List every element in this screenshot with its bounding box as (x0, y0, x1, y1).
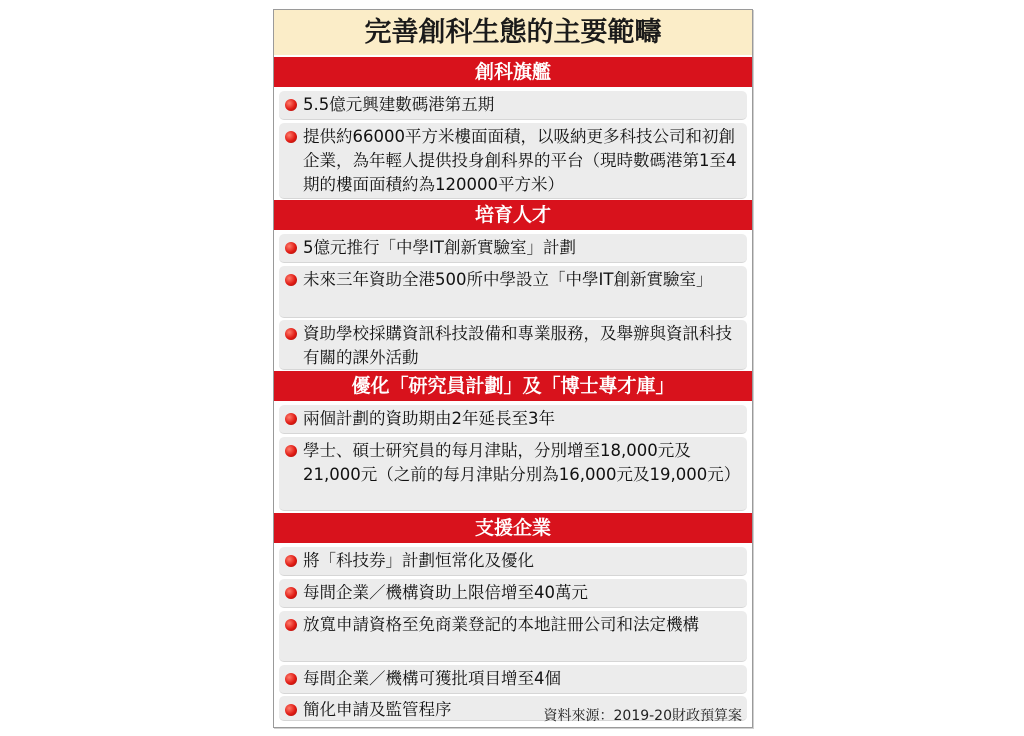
item-text: 5億元推行「中學IT創新實驗室」計劃 (303, 238, 576, 257)
list-item (279, 665, 747, 694)
item-text: 未來三年資助全港500所中學設立「中學IT創新實驗室」 (303, 270, 713, 289)
list-item (279, 320, 747, 370)
item-text: 每間企業／機構可獲批項目增至4個 (303, 669, 561, 688)
list-item (279, 611, 747, 662)
item-text: 將「科技券」計劃恒常化及優化 (303, 551, 534, 570)
source-note: 資料來源：2019-20財政預算案 (543, 708, 742, 724)
item-text: 5.5億元興建數碼港第五期 (303, 95, 495, 114)
list-item (279, 437, 747, 511)
red-bullet-icon (285, 673, 297, 685)
item-text: 放寬申請資格至免商業登記的本地註冊公司和法定機構 (303, 615, 699, 634)
red-bullet-icon (285, 445, 297, 457)
list-item (279, 123, 747, 199)
red-bullet-icon (285, 99, 297, 111)
section-heading-support-enterprises: 支援企業 (274, 513, 752, 543)
red-bullet-icon (285, 242, 297, 254)
item-text: 兩個計劃的資助期由2年延長至3年 (303, 409, 555, 428)
list-item (279, 234, 747, 263)
item-text: 學士、碩士研究員的每月津貼，分別增至18,000元及21,000元（之前的每月津貼分別為16,000元及19,000元） (303, 441, 741, 484)
budget-infographic (273, 9, 753, 728)
red-bullet-icon (285, 413, 297, 425)
list-item (279, 579, 747, 608)
red-bullet-icon (285, 274, 297, 286)
red-bullet-icon (285, 587, 297, 599)
item-text: 提供約66000平方米樓面面積，以吸納更多科技公司和初創企業，為年輕人提供投身創科界的平台（現時數碼港第1至4期的樓面面積約為120000平方米） (303, 127, 737, 194)
red-bullet-icon (285, 619, 297, 631)
infographic-title: 完善創科生態的主要範疇 (274, 10, 752, 55)
red-bullet-icon (285, 131, 297, 143)
list-item (279, 91, 747, 120)
red-bullet-icon (285, 704, 297, 716)
section-heading-innovation-flagship: 創科旗艦 (274, 57, 752, 87)
red-bullet-icon (285, 555, 297, 567)
item-text: 資助學校採購資訊科技設備和專業服務，及舉辦與資訊科技有關的課外活動 (303, 324, 732, 367)
list-item (279, 266, 747, 318)
item-text: 每間企業／機構資助上限倍增至40萬元 (303, 583, 588, 602)
section-heading-nurture-talent: 培育人才 (274, 200, 752, 230)
item-text: 簡化申請及監管程序 (303, 700, 452, 719)
list-item (279, 547, 747, 576)
red-bullet-icon (285, 328, 297, 340)
list-item (279, 405, 747, 434)
section-heading-researcher-schemes: 優化「研究員計劃」及「博士專才庫」 (274, 371, 752, 401)
